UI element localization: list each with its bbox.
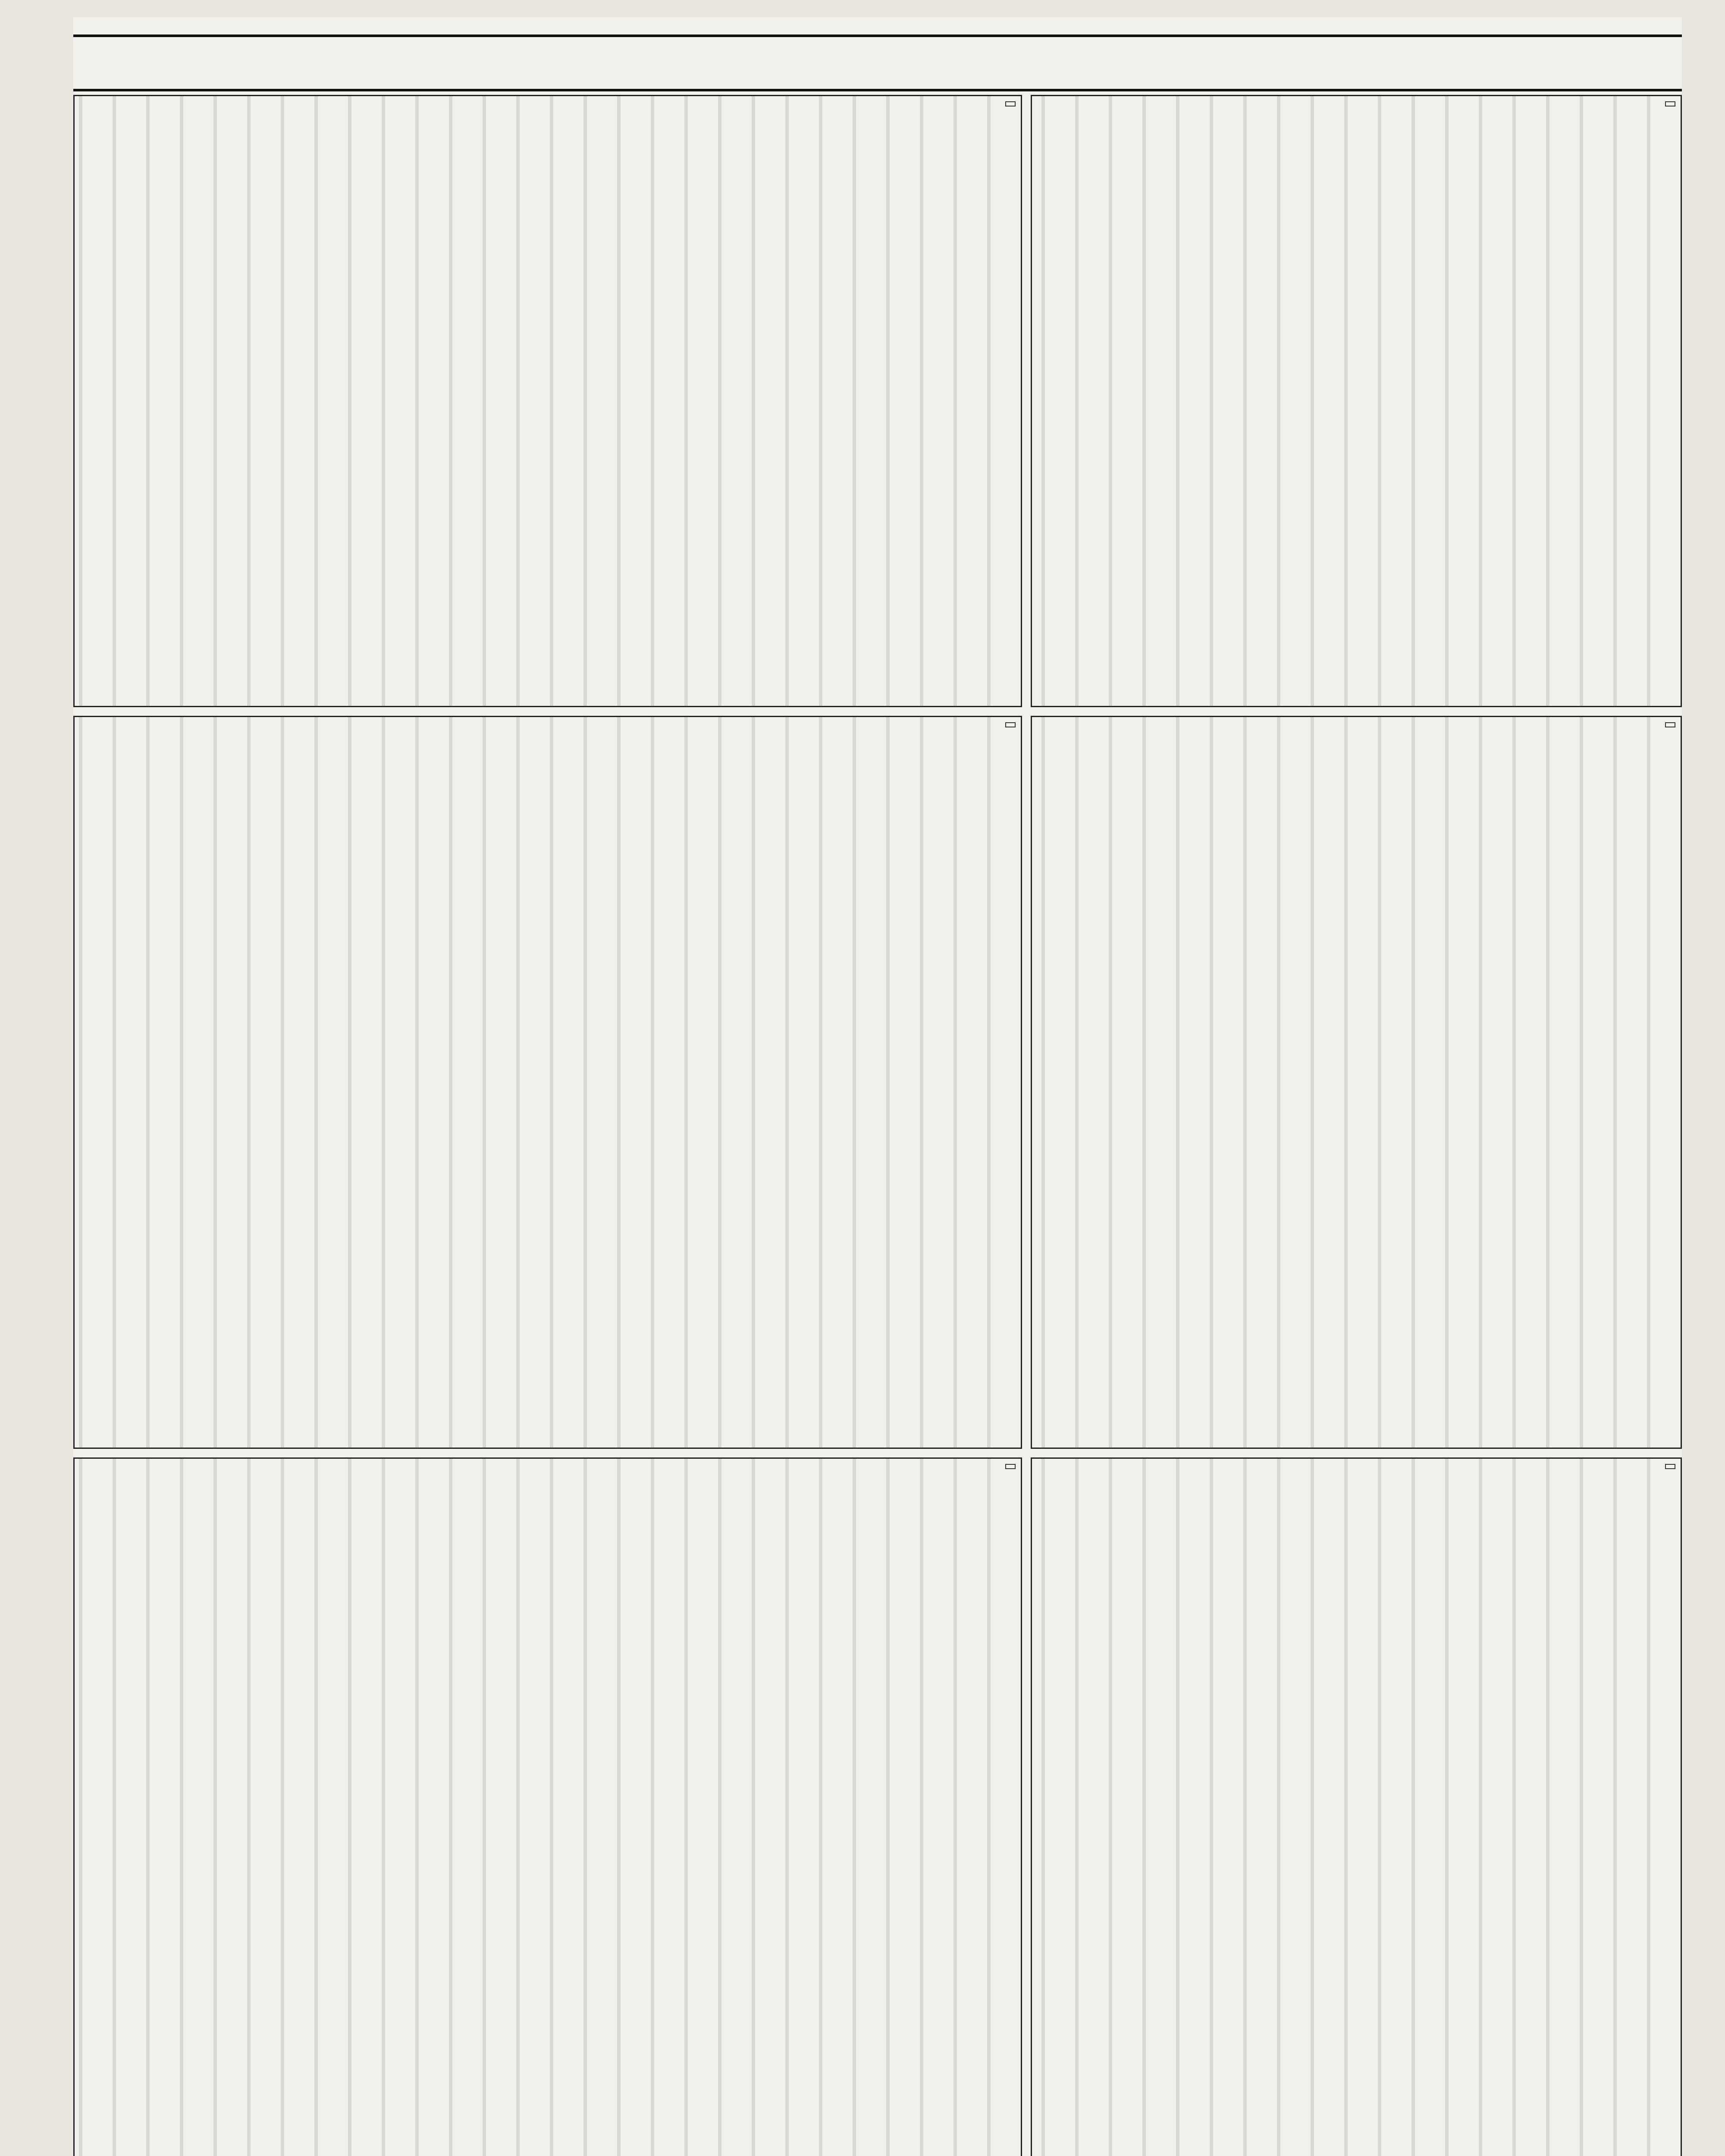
zone-bottom-left — [73, 1457, 1022, 2156]
masthead — [73, 34, 1682, 91]
zone-top-left — [73, 95, 1022, 707]
zone-label — [1005, 1464, 1016, 1469]
zone-middle-right — [1031, 716, 1682, 1449]
zone-label — [1665, 101, 1675, 107]
zone-label — [1005, 722, 1016, 727]
zone-bottom-right — [1031, 1457, 1682, 2156]
zone-middle-left — [73, 716, 1022, 1449]
zone-label — [1665, 722, 1675, 727]
zone-label — [1005, 101, 1016, 107]
zone-label — [1665, 1464, 1675, 1469]
newspaper-page — [73, 17, 1682, 2156]
zone-top-right — [1031, 95, 1682, 707]
